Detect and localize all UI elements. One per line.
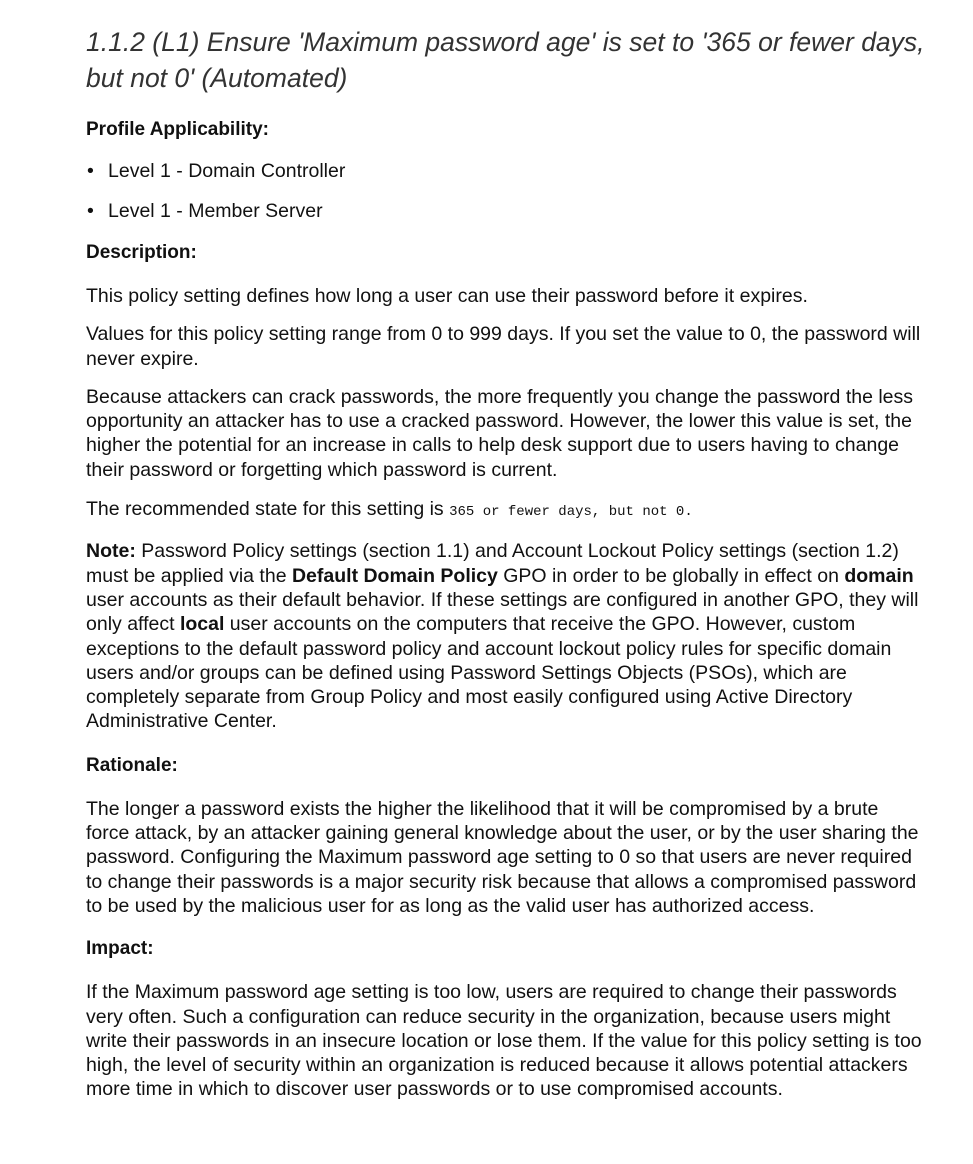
note-bold-text: local <box>179 613 225 636</box>
recommended-state-label: The recommended state for this setting is <box>86 498 450 521</box>
bullet-icon: • <box>87 160 94 182</box>
note-text: GPO in order to be globally in effect on <box>497 564 845 587</box>
note-text: Password Policy settings (section 1.1) and Account Lockout Policy settings (section 1.2) must be applied via the <box>86 540 899 587</box>
note-text: user accounts on the computers that receive the GPO. However, custom exceptions to the default password policy and account lockout policy rules for specific domain users and/or groups can be defined using Password Settings Objects (PSOs), which are completely separate from Group Policy and most easily configured using Active Directory Administrative Center. <box>86 613 892 733</box>
list-item-text: Level 1 - Domain Controller <box>108 160 346 182</box>
document-page <box>86 24 926 1102</box>
note-label: Note: <box>86 540 136 563</box>
recommended-state <box>86 497 926 524</box>
description-heading: Description: <box>86 242 197 263</box>
list-item <box>86 159 926 183</box>
rationale-paragraph: The longer a password exists the higher the likelihood that it will be compromised by a brute force attack, by an attacker gaining general knowledge about the user, or by the user sharing the password. Configuring the Maximum password age setting to 0 so that users are never required to change their passwords is a major security risk because that allows a compromised password to be used by the malicious user for as long as the valid user has authorized access. <box>86 797 919 917</box>
list-item <box>86 199 926 223</box>
description-paragraph-3: Because attackers can crack passwords, the more frequently you change the password the less opportunity an attacker has to use a cracked password. However, the lower this value is set, the higher the potential for an increase in calls to help desk support due to users having to change their password or forgetting which password is current. <box>86 385 914 481</box>
list-item-text: Level 1 - Member Server <box>108 200 323 222</box>
profile-list <box>86 159 926 223</box>
note-text: user accounts as their default behavior. If these settings are configured in another GPO, they will only affect <box>86 588 919 636</box>
recommended-state-value: 365 or fewer days, but not 0. <box>449 504 693 521</box>
rationale-heading: Rationale: <box>86 754 178 776</box>
description-paragraph-2: Values for this policy setting range from 0 to 999 days. If you set the value to 0, the password will never expire. <box>86 323 921 370</box>
note-bold-text: Default Domain Policy <box>291 564 498 587</box>
profile-applicability-heading: Profile Applicability: <box>86 119 269 140</box>
note-paragraph <box>86 539 926 733</box>
bullet-icon: • <box>87 200 94 222</box>
description-paragraph-1: This policy setting defines how long a user can use their password before it expires. <box>86 285 808 307</box>
impact-heading: Impact: <box>86 938 154 960</box>
impact-paragraph: If the Maximum password age setting is too low, users are required to change their passwords very often. Such a configuration can reduce security in the organization, because users might write their passwords in an insecure location or lose them. If the value for this policy setting is too high, the level of security within an organization is reduced because it allows potential attackers more time in which to discover user passwords or to use compromised accounts. <box>86 981 922 1101</box>
note-bold-text: domain <box>844 564 914 587</box>
section-title: 1.1.2 (L1) Ensure 'Maximum password age' is set to '365 or fewer days, but not 0' (Automated) <box>86 27 925 93</box>
